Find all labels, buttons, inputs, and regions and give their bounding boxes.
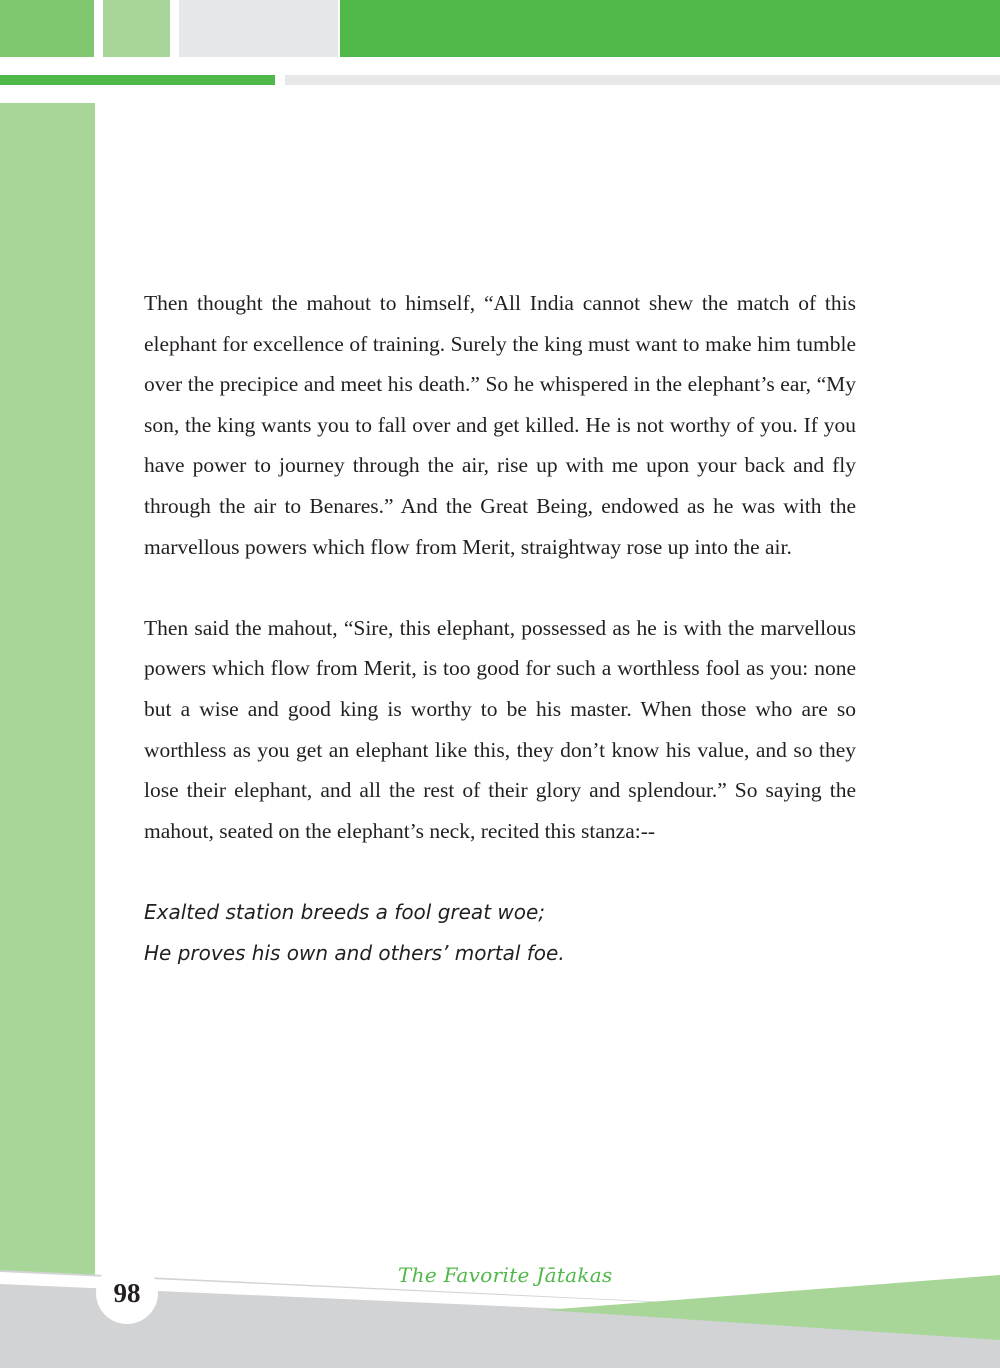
page-body	[144, 283, 856, 973]
page-number: 98	[96, 1262, 158, 1324]
verse-line: Exalted station breeds a fool great woe;	[144, 899, 546, 924]
body-paragraph: Then thought the mahout to himself, “All India cannot shew the match of this elephant for excellence of training. Surely the king must want to make him tumble over the precipice and meet his death.” So he whispered in the elephant’s ear, “My son, the king wants you to fall over and get killed. He is not worthy of you. If you have power to journey through the air, rise up with me upon your back and fly through the air to Benares.” And the Great Being, endowed as he was with the marvellous powers which flow from Merit, straightway rose up into the air.	[144, 291, 856, 559]
footer-book-title: The Favorite Jātakas	[398, 1263, 613, 1287]
verse-line: He proves his own and others’ mortal foe.	[144, 940, 565, 965]
body-paragraph: Then said the mahout, “Sire, this elephant, possessed as he is with the marvellous powers which flow from Merit, is too good for such a worthless fool as you: none but a wise and good king is worthy to be his master. When those who are so worthless as you get an elephant like this, they don’t know his value, and so they lose their elephant, and all the rest of their glory and splendour.” So saying the mahout, seated on the elephant’s neck, recited this stanza:--	[144, 615, 856, 843]
